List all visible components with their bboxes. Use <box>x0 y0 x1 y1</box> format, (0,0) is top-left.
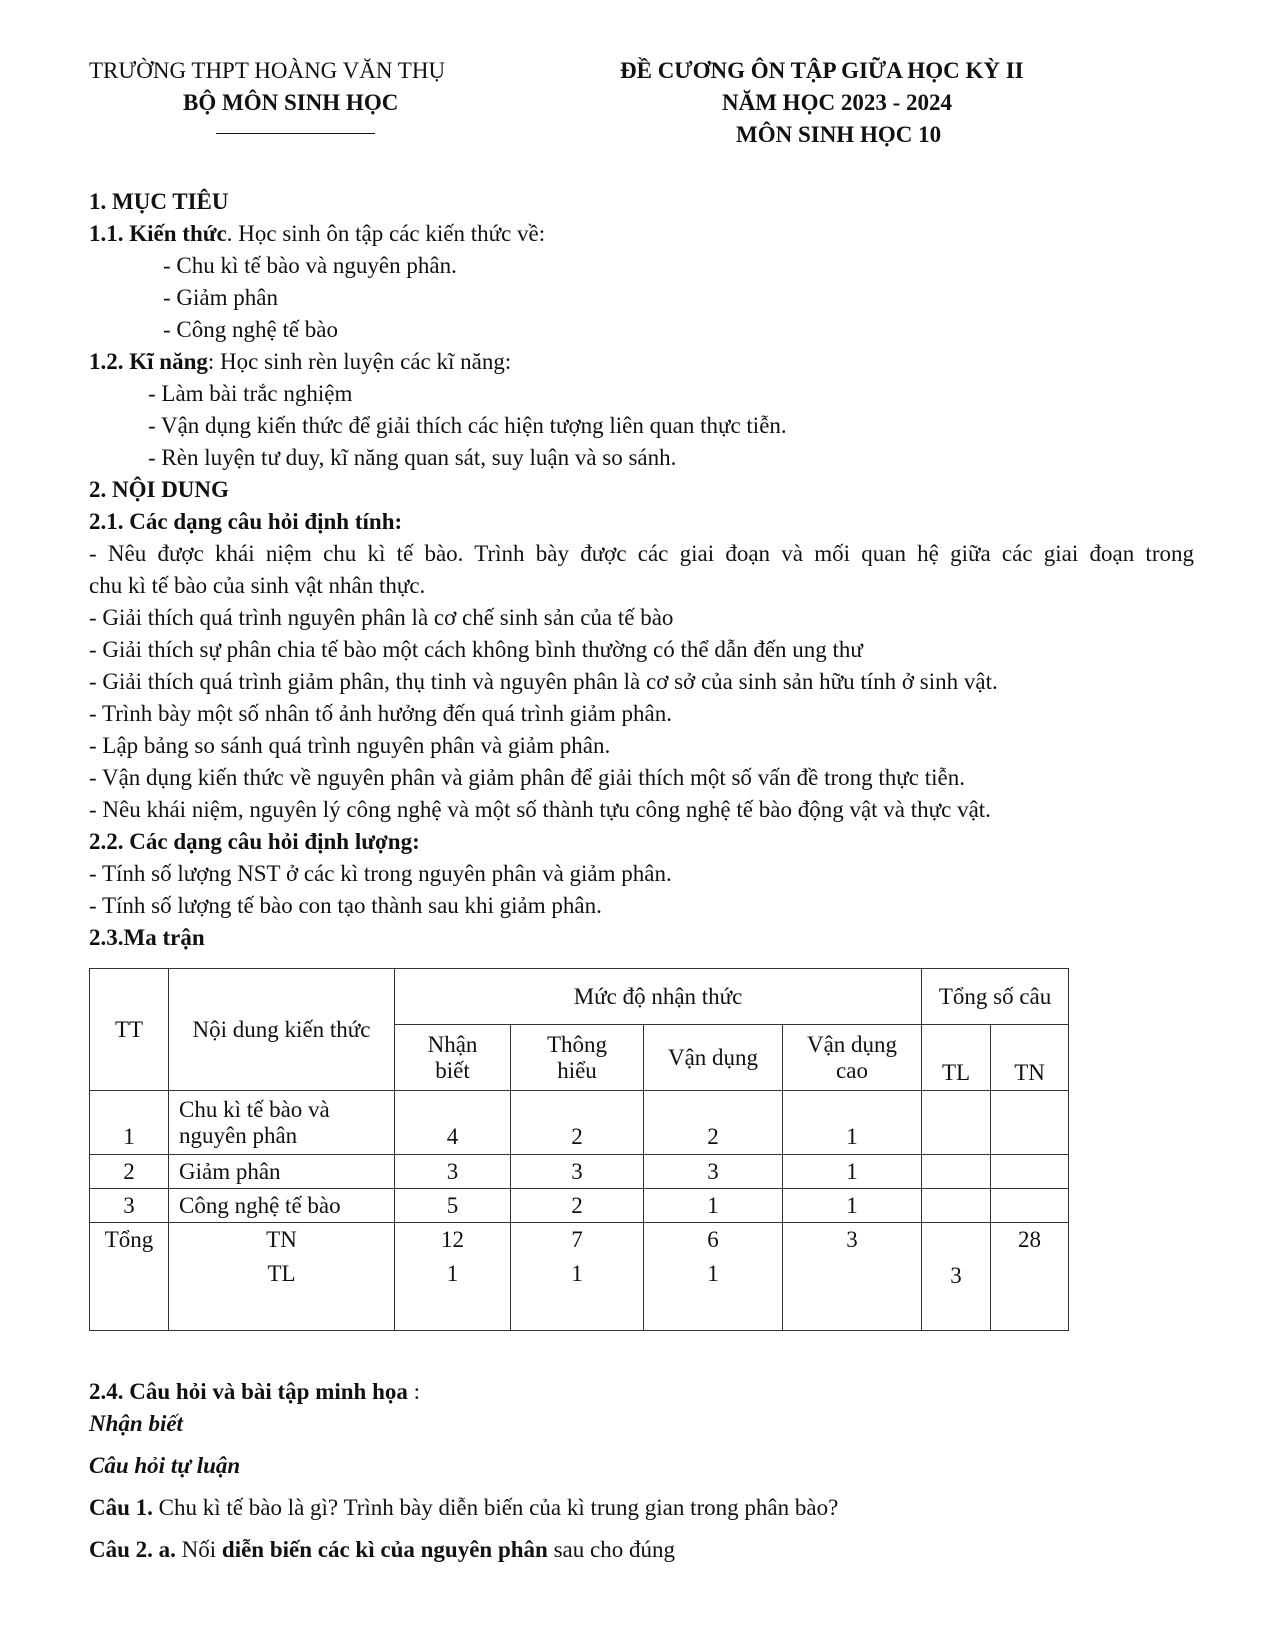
header-recognize <box>395 1025 511 1091</box>
total-sum-tn: 28 <box>991 1223 1069 1331</box>
row-tn <box>991 1155 1069 1189</box>
row-tt: 3 <box>90 1189 169 1223</box>
qualitative-item: - Giải thích quá trình nguyên phân là cơ chế sinh sản của tế bào <box>89 605 674 630</box>
row-tn <box>991 1091 1069 1155</box>
row-recognize: 5 <box>395 1189 511 1223</box>
total-apply <box>644 1223 783 1331</box>
question-type-heading: Câu hỏi tự luận <box>89 1453 241 1478</box>
row-understand: 3 <box>511 1155 644 1189</box>
header-recognize-l1: Nhận <box>427 1031 478 1057</box>
level-heading: Nhận biết <box>89 1411 183 1436</box>
header-understand-l1: Thông <box>546 1031 608 1057</box>
total-understand <box>511 1223 644 1331</box>
quantitative-item: - Tính số lượng NST ở các kì trong nguyên phân và giảm phân. <box>89 861 672 886</box>
subject-title: MÔN SINH HỌC 10 <box>736 122 942 147</box>
row-content: Công nghệ tế bào <box>169 1189 395 1223</box>
total-tn-label: TN <box>266 1227 297 1252</box>
qualitative-item: - Nêu khái niệm, nguyên lý công nghệ và một số thành tựu công nghệ tế bào động vật và thực vật. <box>89 797 991 822</box>
row-recognize: 4 <box>395 1091 511 1155</box>
header-apply: Vận dụng <box>644 1025 783 1091</box>
knowledge-item: - Chu kì tế bào và nguyên phân. <box>163 253 457 278</box>
row-tl <box>922 1155 991 1189</box>
table-row <box>90 1091 1069 1155</box>
table-row <box>90 1189 1069 1223</box>
total-apply-tl: 1 <box>707 1261 719 1286</box>
qualitative-item-cont: chu kì tế bào của sinh vật nhân thực. <box>89 573 426 598</box>
knowledge-text: . Học sinh ôn tập các kiến thức về: <box>226 221 546 246</box>
header-tl: TL <box>922 1025 991 1091</box>
table-row <box>90 1155 1069 1189</box>
qualitative-item: - Vận dụng kiến thức về nguyên phân và giảm phân để giải thích một số vấn đề trong thực tiễn. <box>89 765 965 790</box>
section-1-heading: 1. MỤC TIÊU <box>89 189 229 214</box>
table-row-total <box>90 1223 1069 1331</box>
row-apply: 3 <box>644 1155 783 1189</box>
header-content: Nội dung kiến thức <box>169 969 395 1091</box>
row-recognize: 3 <box>395 1155 511 1189</box>
row-tl <box>922 1091 991 1155</box>
row-content: Giảm phân <box>169 1155 395 1189</box>
row-tn <box>991 1189 1069 1223</box>
row-content <box>169 1091 395 1155</box>
school-name: TRƯỜNG THPT HOÀNG VĂN THỤ <box>89 58 446 83</box>
header-understand-l2: hiểu <box>557 1057 597 1083</box>
question-2-tail: sau cho đúng <box>547 1537 675 1562</box>
header-apply-high-l1: Vận dụng <box>806 1031 898 1057</box>
qualitative-item: - Lập bảng so sánh quá trình nguyên phân và giảm phân. <box>89 733 611 758</box>
row-apply-high: 1 <box>783 1189 922 1223</box>
row-content-l1: Chu kì tế bào và <box>179 1096 330 1122</box>
total-recognize <box>395 1223 511 1331</box>
knowledge-line <box>89 221 545 247</box>
total-recognize-tl: 1 <box>446 1261 459 1286</box>
total-tl-label: TL <box>267 1261 296 1286</box>
skills-label: 1.2. Kĩ năng <box>89 349 208 374</box>
total-recognize-tn: 12 <box>441 1227 464 1252</box>
knowledge-item: - Giảm phân <box>163 285 278 310</box>
skills-item: - Rèn luyện tư duy, kĩ năng quan sát, suy luận và so sánh. <box>148 445 677 470</box>
header-tt: TT <box>90 969 169 1091</box>
skills-line <box>89 349 511 375</box>
question-1-label: Câu 1. <box>89 1495 153 1520</box>
total-label: Tổng <box>90 1223 169 1331</box>
examples-heading: 2.4. Câu hỏi và bài tập minh họa <box>89 1379 408 1404</box>
school-year: NĂM HỌC 2023 - 2024 <box>722 90 952 115</box>
matrix-heading: 2.3.Ma trận <box>89 925 205 950</box>
total-understand-tn: 7 <box>571 1227 583 1252</box>
skills-item: - Vận dụng kiến thức để giải thích các hiện tượng liên quan thực tiễn. <box>148 413 787 438</box>
total-apply-tn: 6 <box>707 1227 719 1252</box>
skills-item: - Làm bài trắc nghiệm <box>148 381 353 406</box>
header-understand <box>511 1025 644 1091</box>
question-2-bold: diễn biến các kì của nguyên phân <box>221 1537 548 1562</box>
matrix-table <box>89 968 1069 1331</box>
header-total: Tổng số câu <box>922 969 1069 1025</box>
section-2-heading: 2. NỘI DUNG <box>89 477 229 502</box>
total-apply-high-tn: 3 <box>846 1227 858 1252</box>
question-2-label: Câu 2. a. <box>89 1537 176 1562</box>
row-apply-high: 1 <box>783 1091 922 1155</box>
row-apply: 1 <box>644 1189 783 1223</box>
qualitative-item: - Nêu được khái niệm chu kì tế bào. Trình bày được các giai đoạn và mối quan hệ giữa các giai đoạn trong <box>89 541 1194 566</box>
examples-heading-line <box>89 1379 420 1405</box>
header-level: Mức độ nhận thức <box>395 969 922 1025</box>
header-apply-high <box>783 1025 922 1091</box>
question-1-text: Chu kì tế bào là gì? Trình bày diễn biến của kì trung gian trong phân bào? <box>152 1495 839 1520</box>
total-sum-tl: 3 <box>922 1223 991 1331</box>
question-1 <box>89 1495 838 1521</box>
row-understand: 2 <box>511 1091 644 1155</box>
knowledge-item: - Công nghệ tế bào <box>163 317 339 342</box>
row-understand: 2 <box>511 1189 644 1223</box>
qualitative-item: - Giải thích quá trình giảm phân, thụ tinh và nguyên phân là cơ sở của sinh sản hữu tính ở sinh vật. <box>89 669 998 694</box>
row-content-l2: nguyên phân <box>179 1122 298 1148</box>
row-tt: 1 <box>90 1091 169 1155</box>
row-tt: 2 <box>90 1155 169 1189</box>
header-divider <box>216 133 375 134</box>
total-types <box>169 1223 395 1331</box>
question-2 <box>89 1537 675 1563</box>
total-understand-tl: 1 <box>571 1261 583 1286</box>
total-apply-high <box>783 1223 922 1331</box>
qualitative-heading: 2.1. Các dạng câu hỏi định tính: <box>89 509 403 534</box>
row-apply-high: 1 <box>783 1155 922 1189</box>
question-2-mid: Nối <box>175 1537 222 1562</box>
row-tl <box>922 1189 991 1223</box>
qualitative-item: - Trình bày một số nhân tố ảnh hưởng đến quá trình giảm phân. <box>89 701 672 726</box>
document-title: ĐỀ CƯƠNG ÔN TẬP GIỮA HỌC KỲ II <box>620 58 1024 83</box>
examples-heading-tail: : <box>407 1379 421 1404</box>
header-recognize-l2: biết <box>435 1057 470 1083</box>
row-apply: 2 <box>644 1091 783 1155</box>
header-apply-high-l2: cao <box>836 1057 868 1083</box>
header-tn: TN <box>991 1025 1069 1091</box>
quantitative-item: - Tính số lượng tế bào con tạo thành sau khi giảm phân. <box>89 893 602 918</box>
qualitative-item: - Giải thích sự phân chia tế bào một cách không bình thường có thể dẫn đến ung thư <box>89 637 863 662</box>
knowledge-label: 1.1. Kiến thức <box>89 221 227 246</box>
skills-text: : Học sinh rèn luyện các kĩ năng: <box>207 349 512 374</box>
quantitative-heading: 2.2. Các dạng câu hỏi định lượng: <box>89 829 420 854</box>
department-name: BỘ MÔN SINH HỌC <box>183 90 399 115</box>
